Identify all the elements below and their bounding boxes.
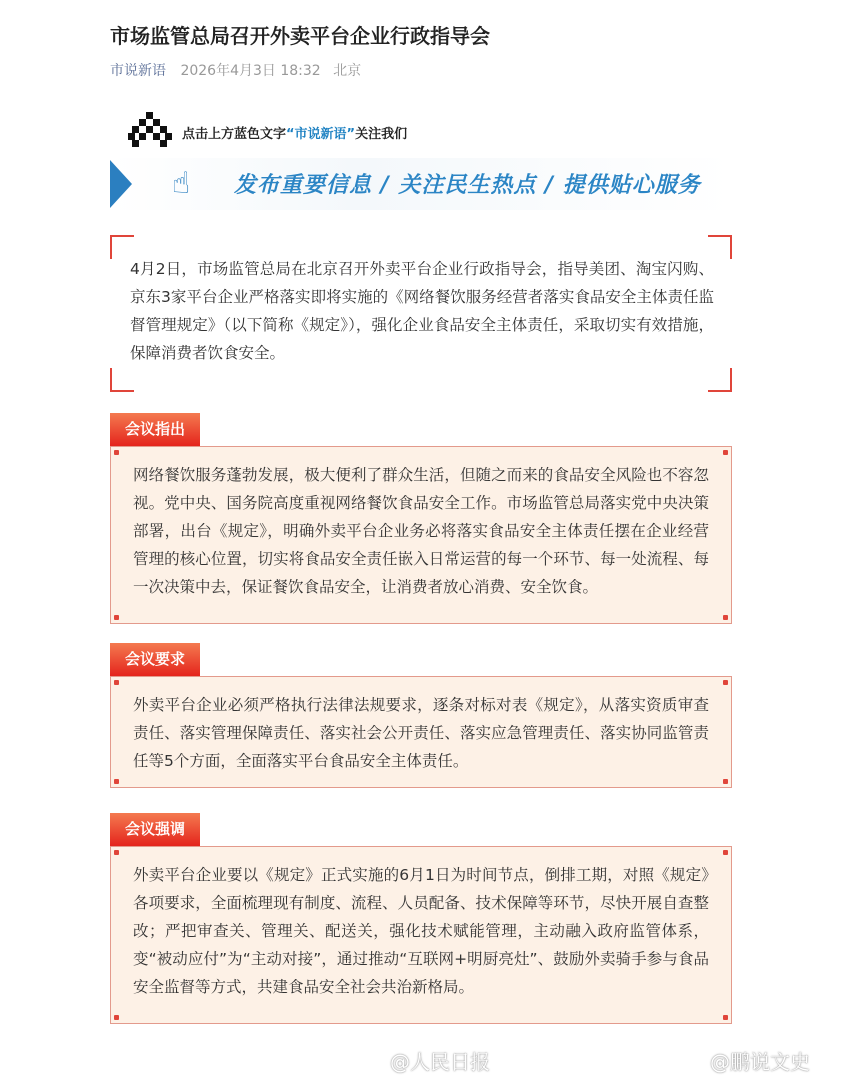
article-meta <box>110 60 369 80</box>
follow-account-link[interactable]: “市说新语” <box>286 126 356 142</box>
follow-text: 点击上方蓝色文字 <box>182 126 287 142</box>
intro-box <box>110 235 732 392</box>
location: 北京 <box>333 63 362 79</box>
section-box <box>110 676 732 788</box>
section-box <box>110 446 732 624</box>
arrow-up-icon <box>128 112 172 152</box>
slogan-banner <box>110 158 732 210</box>
play-arrow-icon <box>110 160 132 208</box>
section-text: 外卖平台企业要以《规定》正式实施的6月1日为时间节点，倒排工期，对照《规定》各项要求，全面梳理现有制度、流程、人员配备、技术保障等环节，尽快开展自查整改；严把审查关、管理关、配送关，强化技术赋能管理，主动融入政府监管体系，变“被动应付”为“主动对接”，通过推动“互联网+明厨亮灶”、鼓励外卖骑手参与食品安全监督等方式，共建食品安全社会共治新格局。 <box>133 866 709 996</box>
article-title: 市场监管总局召开外卖平台企业行政指导会 <box>110 24 490 48</box>
section-box <box>110 846 732 1024</box>
watermark: @人民日报 <box>390 1050 490 1074</box>
section-heading: 会议强调 <box>110 813 200 846</box>
section-text: 网络餐饮服务蓬勃发展，极大便利了群众生活，但随之而来的食品安全风险也不容忽视。党中央、国务院高度重视网络餐饮食品安全工作。市场监管总局落实党中央决策部署，出台《规定》，明确外卖平台企业务必将落实食品安全主体责任摆在企业经营管理的核心位置，切实将食品安全责任嵌入日常运营的每一个环节、每一处流程、每一次决策中去，保证餐饮食品安全，让消费者放心消费、安全饮食。 <box>133 466 709 596</box>
section-heading: 会议指出 <box>110 413 200 446</box>
account-link[interactable]: 市说新语 <box>110 63 166 79</box>
intro-text: 4月2日，市场监管总局在北京召开外卖平台企业行政指导会，指导美团、淘宝闪购、京东3家平台企业严格落实即将实施的《网络餐饮服务经营者落实食品安全主体责任监督管理规定》（以下简称《规定》），强化企业食品安全主体责任，采取切实有效措施，保障消费者饮食安全。 <box>130 260 714 362</box>
follow-prompt <box>128 112 407 152</box>
publish-date: 2026年4月3日 18:32 <box>180 63 321 79</box>
section-heading: 会议要求 <box>110 643 200 676</box>
follow-text-suffix: 关注我们 <box>355 126 408 142</box>
section-text: 外卖平台企业必须严格执行法律法规要求，逐条对标对表《规定》，从落实资质审查责任、落实管理保障责任、落实社会公开责任、落实应急管理责任、落实协同监管责任等5个方面，全面落实平台食品安全主体责任。 <box>133 696 709 770</box>
hand-tap-icon: ☝ <box>172 166 191 201</box>
watermark: @鹏说文史 <box>710 1050 810 1074</box>
banner-slogan: 发布重要信息 / 关注民生热点 / 提供贴心服务 <box>234 173 701 198</box>
